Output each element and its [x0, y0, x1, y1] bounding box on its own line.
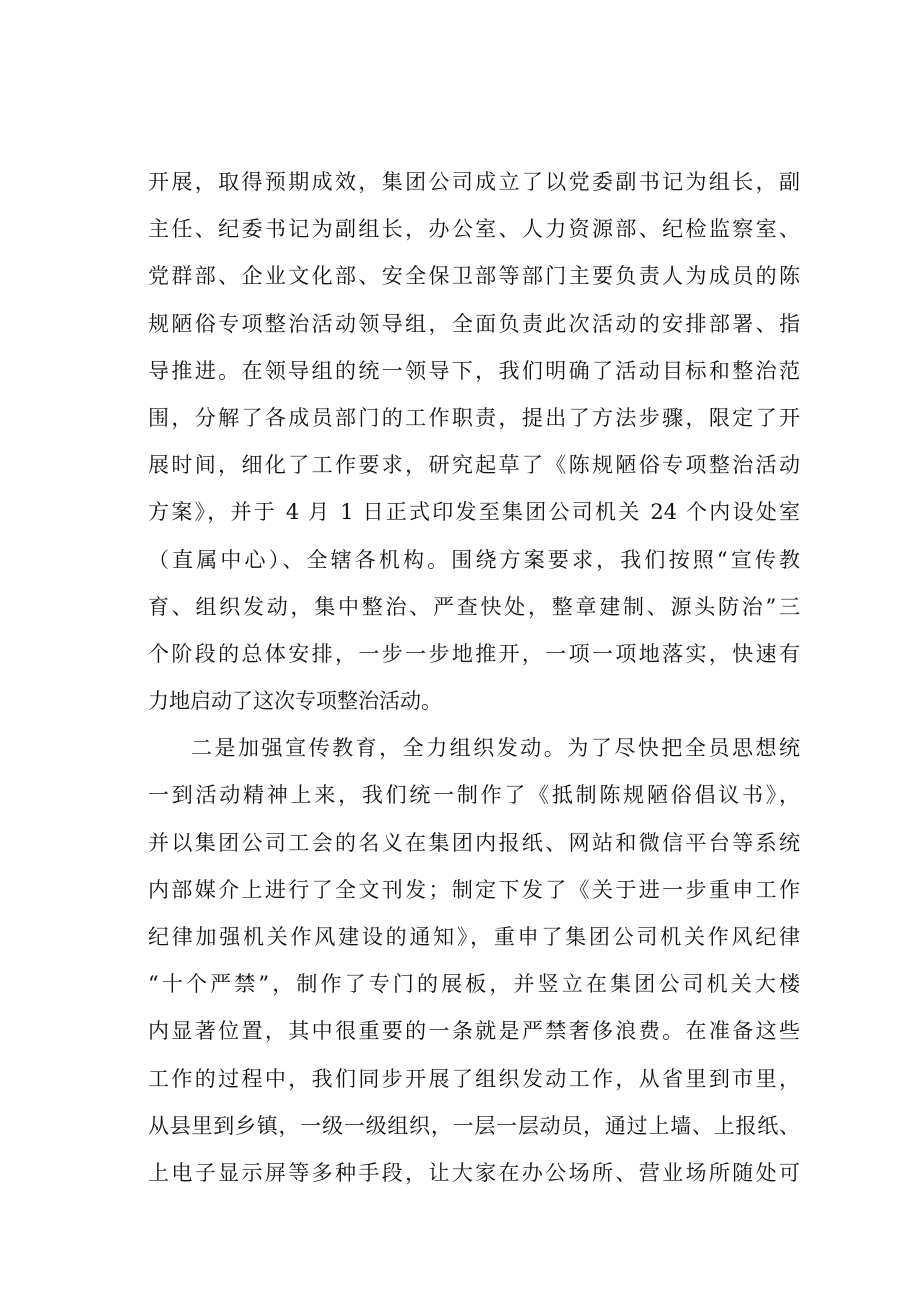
text-line: 方案》，并于 4 月 1 日正式印发至集团公司机关 24 个内设处室: [148, 500, 800, 525]
text-line: 力地启动了这次专项整治活动。: [148, 689, 442, 714]
text-line: 围，分解了各成员部门的工作职责，提出了方法步骤，限定了开: [148, 405, 800, 430]
text-line: 党群部、企业文化部、安全保卫部等部门主要负责人为成员的陈: [148, 264, 800, 289]
text-line: 育、组织发动，集中整治、严查快处，整章建制、源头防治”三: [148, 594, 800, 619]
text-line: 工作的过程中，我们同步开展了组织发动工作，从省里到市里，: [148, 1066, 800, 1091]
text-line: 一到活动精神上来，我们统一制作了《抵制陈规陋俗倡议书》，: [148, 783, 800, 808]
text-line: 二是加强宣传教育，全力组织发动。为了尽快把全员思想统: [191, 736, 800, 761]
text-line: “十个严禁”，制作了专门的展板，并竖立在集团公司机关大楼: [148, 972, 800, 997]
text-line: 并以集团公司工会的名义在集团内报纸、网站和微信平台等系统: [148, 830, 800, 855]
text-line: 开展，取得预期成效，集团公司成立了以党委副书记为组长，副: [148, 170, 800, 194]
text-line: 展时间，细化了工作要求，研究起草了《陈规陋俗专项整治活动: [148, 453, 800, 478]
text-line: 从县里到乡镇，一级一级组织，一层一层动员，通过上墙、上报纸、: [148, 1113, 800, 1138]
paragraph-1: [148, 159, 800, 725]
text-line: 内部媒介上进行了全文刊发；制定下发了《关于进一步重申工作: [148, 877, 800, 902]
text-line: （直属中心）、全辖各机构。围绕方案要求，我们按照“宣传教: [148, 547, 800, 572]
text-line: 导推进。在领导组的统一领导下，我们明确了活动目标和整治范: [148, 358, 800, 383]
text-line: 上电子显示屏等多种手段，让大家在办公场所、营业场所随处可: [148, 1160, 800, 1185]
document-body: [148, 159, 800, 1197]
text-line: 纪律加强机关作风建设的通知》，重申了集团公司机关作风纪律: [148, 925, 800, 949]
text-line: 主任、纪委书记为副组长，办公室、人力资源部、纪检监察室、: [148, 217, 800, 242]
text-line: 个阶段的总体安排，一步一步地推开，一项一项地落实，快速有: [148, 641, 800, 666]
paragraph-2: [148, 725, 800, 1197]
text-line: 规陋俗专项整治活动领导组，全面负责此次活动的安排部署、指: [148, 311, 800, 336]
text-line: 内显著位置，其中很重要的一条就是严禁奢侈浪费。在准备这些: [148, 1019, 800, 1044]
